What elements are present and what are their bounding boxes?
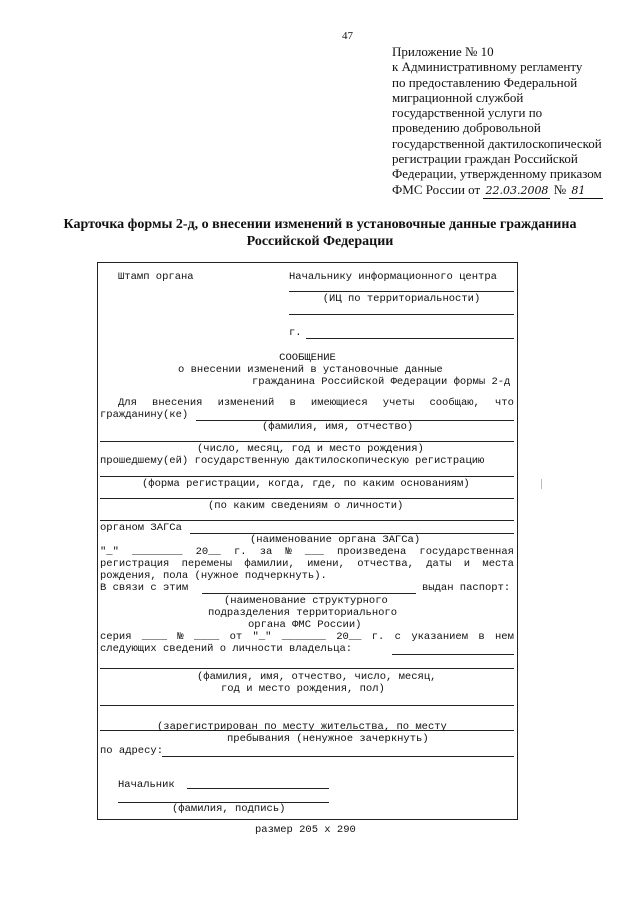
personal-hint-1: (фамилия, имя, отчество, число, месяц, xyxy=(197,671,437,683)
intro-word: в xyxy=(289,397,296,409)
intro-word: внесения xyxy=(152,397,203,409)
fio-hint: (фамилия, имя, отчество) xyxy=(262,421,414,433)
identity-line xyxy=(100,498,514,499)
document-title: Карточка формы 2-д, о внесении изменений в установочные данные гражданина Российской Федерации xyxy=(63,217,577,249)
date-word: № xyxy=(285,546,292,558)
page-number: 47 xyxy=(342,30,353,42)
appendix-line: Приложение № 10 xyxy=(392,44,494,59)
date-word: ___ xyxy=(304,546,324,558)
change-word: места xyxy=(482,558,514,570)
series-line xyxy=(100,631,514,643)
intro-word: учеты xyxy=(382,397,415,409)
intro-word: имеющиеся xyxy=(310,397,368,409)
birth-sex-line: рождения, пола (нужное подчеркнуть). xyxy=(100,570,327,582)
reg-form-hint: (форма регистрации, когда, где, по каким основаниям) xyxy=(142,478,470,490)
intro-word: сообщаю, xyxy=(429,397,480,409)
series-word: в xyxy=(478,631,485,643)
change-word: перемены xyxy=(181,558,233,570)
zags-hint: (наименование органа ЗАГСа) xyxy=(250,534,421,546)
chief-line xyxy=(187,788,329,789)
change-word: даты xyxy=(426,558,452,570)
handwritten-date: 22.03.2008 xyxy=(483,183,550,199)
date-word: г. xyxy=(233,546,247,558)
scan-mark xyxy=(541,479,542,489)
appendix-line: миграционной службой xyxy=(392,89,524,105)
series-word: указанием xyxy=(411,631,469,643)
addressee-line xyxy=(289,291,514,292)
address-line xyxy=(162,756,514,757)
reg-change-line xyxy=(100,558,514,570)
message-title: СООБЩЕНИЕ xyxy=(279,352,336,364)
date-word: "_" xyxy=(100,546,119,558)
passed-registration: прошедшему(ей) государственную дактилоскопическую регистрацию xyxy=(100,455,485,467)
series-word: ____ xyxy=(141,631,168,643)
connection-line xyxy=(202,593,416,594)
intro-line xyxy=(118,397,514,409)
series-word: 20__ xyxy=(336,631,362,643)
change-word: регистрация xyxy=(100,558,170,570)
identity-hint: (по каким сведениям о личности) xyxy=(208,500,404,512)
appendix-line: регистрации граждан Российской xyxy=(392,151,578,167)
city-label: г. xyxy=(289,327,302,339)
change-word: фамилии, xyxy=(244,558,295,570)
handwritten-number: 81 xyxy=(569,183,603,199)
message-line-1: о внесении изменений в установочные данные xyxy=(178,364,443,376)
residence-hint-2: пребывания (ненужное зачеркнуть) xyxy=(227,733,429,745)
following-label: следующих сведений о личности владельца: xyxy=(100,643,353,655)
date-word: за xyxy=(259,546,273,558)
addressee-label: Начальнику информационного центра xyxy=(289,271,497,283)
series-word: с xyxy=(394,631,401,643)
message-line-2: гражданина Российской Федерации формы 2-д xyxy=(252,376,511,388)
addressee-line-2 xyxy=(289,314,514,315)
series-word: _______ xyxy=(281,631,326,643)
zags-label: органом ЗАГСа xyxy=(100,522,182,534)
unit-hint-3: органа ФМС России) xyxy=(248,619,362,631)
appendix-order-line xyxy=(392,182,632,199)
date-word: произведена xyxy=(336,546,407,558)
ic-hint: (ИЦ по территориальности) xyxy=(322,293,481,305)
sign-hint: (фамилия, подпись) xyxy=(172,803,286,815)
unit-hint-1: (наименование структурного xyxy=(224,595,388,607)
appendix-block xyxy=(392,44,632,199)
size-label: размер 205 x 290 xyxy=(255,824,356,836)
change-word: и xyxy=(463,558,471,570)
birth-hint: (число, месяц, год и место рождения) xyxy=(197,443,424,455)
following-line xyxy=(392,654,514,655)
passport-issued-label: выдан паспорт: xyxy=(422,582,511,594)
series-word: "_" xyxy=(252,631,272,643)
chief-label: Начальник xyxy=(118,779,175,791)
residence-hint-1: (зарегистрирован по месту жительства, по месту xyxy=(157,721,447,733)
stamp-label: Штамп органа xyxy=(118,271,194,283)
series-word: № xyxy=(177,631,184,643)
date-word: 20__ xyxy=(195,546,221,558)
reg-form-line xyxy=(100,476,514,477)
personal-line xyxy=(100,668,514,669)
appendix-line: государственной дактилоскопической xyxy=(392,135,602,151)
appendix-line: по предоставлению Федеральной xyxy=(392,74,578,90)
series-word: ____ xyxy=(194,631,220,643)
intro-word: что xyxy=(495,397,514,409)
series-word: нем xyxy=(495,631,514,643)
citizen-label: гражданину(ке) xyxy=(100,409,189,421)
date-word: государственная xyxy=(419,546,514,558)
connection-label: В связи с этим xyxy=(100,582,189,594)
number-symbol: № xyxy=(553,181,567,197)
date-word: ________ xyxy=(132,546,183,558)
city-line xyxy=(306,338,514,339)
identity-line-2 xyxy=(100,520,514,521)
intro-word: изменений xyxy=(217,397,275,409)
personal-line-2 xyxy=(100,705,514,706)
change-word: имени, xyxy=(307,558,345,570)
personal-hint-2: год и место рождения, пол) xyxy=(221,683,385,695)
zags-date-line xyxy=(100,546,514,558)
address-label: по адресу: xyxy=(100,745,164,757)
appendix-line: Федерации, утвержденному приказом xyxy=(392,166,602,182)
appendix-line: проведению добровольной xyxy=(392,120,541,136)
intro-word: Для xyxy=(118,397,137,409)
series-word: от xyxy=(229,631,243,643)
unit-hint-2: подразделения территориального xyxy=(208,607,398,619)
appendix-line: государственной услуги по xyxy=(392,105,543,121)
series-word: г. xyxy=(371,631,385,643)
appendix-line: к Административному регламенту xyxy=(392,59,583,75)
change-word: отчества, xyxy=(357,558,414,570)
appendix-order-prefix: ФМС России от xyxy=(392,181,481,197)
series-word: серия xyxy=(100,631,132,643)
birth-line xyxy=(100,441,514,442)
